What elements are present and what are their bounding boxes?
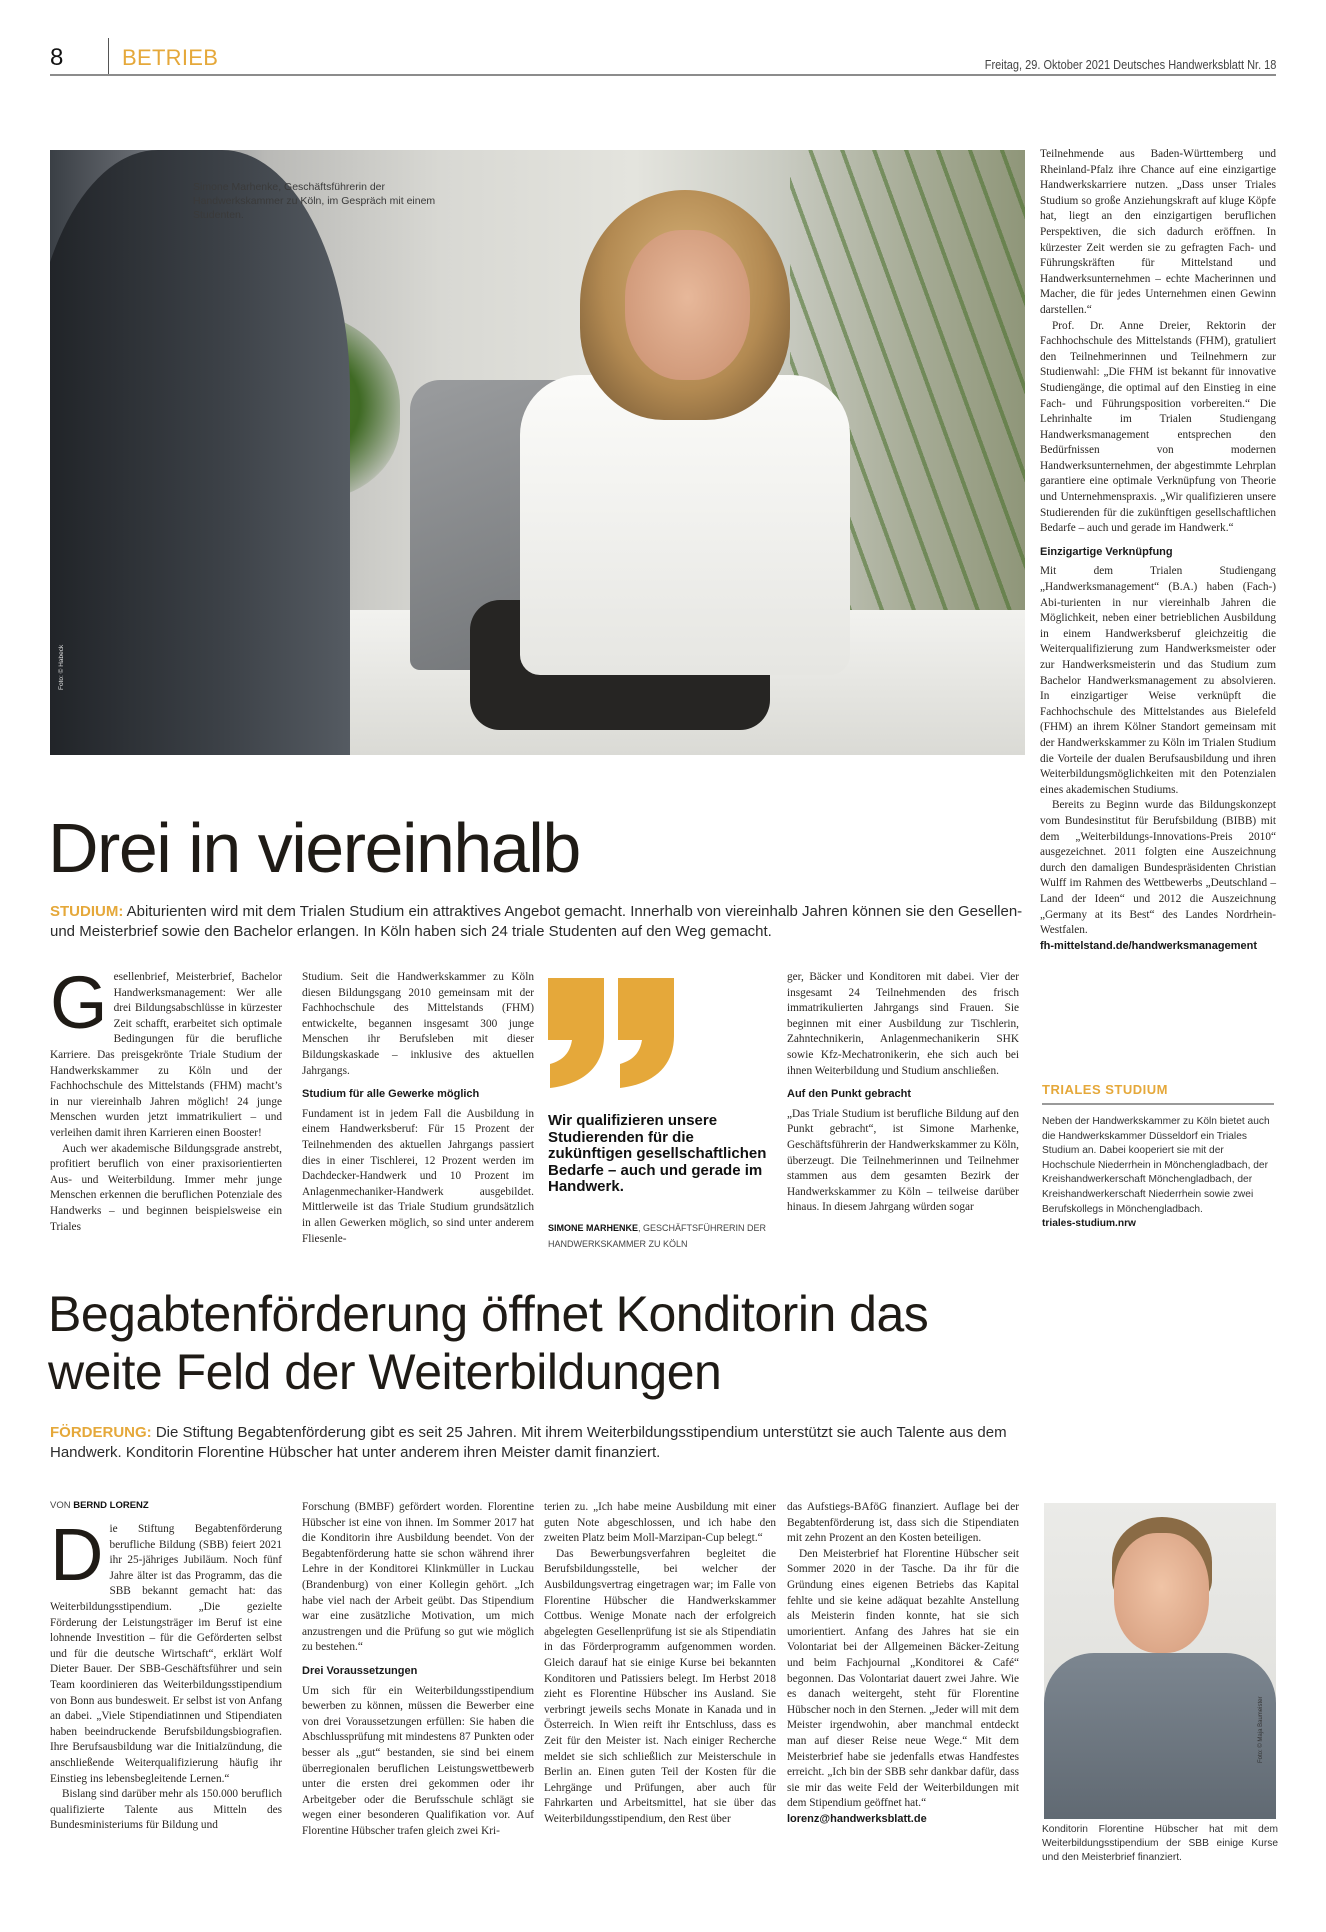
info-box-text: Neben der Handwerkskammer zu Köln bietet auch die Handwerkskammer Düsseldorf ein Triales Studium an. Dabei kooperiert sie mit der Hochschule Niederrhein in Mönchengladbach, der Kreishandwerkerschaft Mönchengladbach, der Kreishandwerkerschaft Niederrhein sowie zwei Berufskollegs in Mönchengladbach. xyxy=(1042,1116,1270,1215)
face-graphic xyxy=(1114,1533,1209,1653)
photo-credit: Foto: © Habeck xyxy=(58,644,65,690)
dropcap: G xyxy=(50,961,108,1044)
person-face-graphic xyxy=(625,230,750,380)
info-box-title: TRIALES STUDIUM xyxy=(1042,1082,1168,1097)
pull-quote: Wir qualifizieren unsere Studierenden für die zukünftigen gesellschaftlichen Bedarfe – auch und gerade im Handwerk. xyxy=(548,1112,767,1195)
header-rule xyxy=(50,74,1276,76)
standfirst-text: Die Stiftung Begabtenförderung gibt es seit 25 Jahren. Mit ihrem Weiterbildungsstipendium unterstützt sie auch Talente aus dem Handwerk. Konditorin Florentine Hübscher hat unter anderem ihren Meister damit finanziert. xyxy=(50,1424,1007,1461)
paragraph: Teilnehmende aus Baden-Württemberg und Rheinland-Pfalz ihre Chance auf eine einzigartige Handwerkskarriere nutzen. „Dass unser Triales Studium so große Anziehungskraft auf kluge Köpfe hat, liegt an den einzigartigen beruflichen Perspektiven, die sich dadurch eröffnen. In kürzester Zeit werden sie zu gefragten Fach- und Führungskräften für Mittelstand und Handwerksunternehmen – echte Macherinnen und Macher, die für jedes Unternehmen einen Gewinn darstellen.“ xyxy=(1040,148,1276,316)
standfirst-kicker: FÖRDERUNG: xyxy=(50,1424,152,1441)
byline-prefix: VON xyxy=(50,1500,74,1511)
paragraph: Studium. Seit die Handwerkskammer zu Köln diesen Bildungsgang 2010 gemeinsam mit der Fachhochschule des Mittelstands (FHM) entwickelte, begannen insgesamt 300 junge Menschen ihr Berufsleben mit dieser Bildungskaskade – inklusive des aktuellen Jahrgangs. xyxy=(302,971,534,1077)
article-standfirst xyxy=(50,902,1030,942)
chef-jacket-graphic xyxy=(1044,1653,1276,1819)
section-title: BETRIEB xyxy=(122,45,219,70)
paragraph: terien zu. „Ich habe meine Ausbildung mit einer guten Note abgeschlossen, und ich habe den zweiten Platz beim Moll-Marzipan-Cup belegt.“ xyxy=(544,1501,776,1545)
author-email-link[interactable]: lorenz@handwerksblatt.de xyxy=(787,1812,927,1825)
quote-mark-icon xyxy=(548,978,682,1088)
issue-meta: Freitag, 29. Oktober 2021 Deutsches Handwerksblatt Nr. 18 xyxy=(984,58,1276,72)
article-2-column-4 xyxy=(787,1500,1019,1827)
photo-caption: Simone Marhenke, Geschäftsführerin der Handwerkskammer zu Köln, im Gespräch mit einem Studenten. xyxy=(193,181,436,221)
article-column-4 xyxy=(787,970,1019,1216)
quote-author: SIMONE MARHENKE xyxy=(548,1223,639,1233)
paragraph: ie Stiftung Begabtenförderung berufliche Bildung (SBB) feiert 2021 ihr 25-jähriges Jubiläum. Noch fünf Jahre älter ist das Programm, das die SBB bekannt gemacht hat: das Weiterbildungsstipendium. „Die gezielte Förderung der Leistungsträger im Beruf ist eine lohnende Investition – für die Geförderten selbst und für die deutsche Wirtschaft“, erklärt Wolf Dieter Bauer. Der SBB-Geschäftsführer und sein Team koordinieren das Weiterbildungsstipendium von Bonn aus bundesweit. Er selbst ist von Anfang an dabei. „Viele Stipendiatinnen und Stipendiaten haben beeindruckende Berufsbildungsbiografien. Ihre Berufsausbildung war die Initialzündung, die anschließende Weiterqualifizierung häufig ihr Einstieg ins lebensbegleitende Lernen.“ xyxy=(50,1523,282,1785)
portrait-photo xyxy=(1044,1503,1276,1819)
standfirst-text: Abiturienten wird mit dem Trialen Studium ein attraktives Angebot gemacht. Innerhalb von viereinhalb Jahren können sie den Gesellen- und Meisterbrief sowie den Bachelor erlangen. In Köln haben sich 24 triale Studenten auf den Weg gemacht. xyxy=(50,903,1023,940)
paragraph: Mit dem Trialen Studiengang „Handwerksmanagement“ (B.A.) haben (Fach-) Abi-turienten in nur viereinhalb Jahren die Möglichkeit, neben einer betrieblichen Ausbildung in einem Handwerksberuf gleichzeitig die Weiterqualifizierung zum Handwerksmeister oder zur Handwerksmeisterin und das Studium zum Bachelor Handwerksmanagement zu absolvieren. In einzigartiger Weise verknüpft die Fachhochschule des Mittelstandes aus Bielefeld (FHM) an ihrem Kölner Standort gemeinsam mit der Handwerkskammer zu Köln im Trialen Studium die Vorteile der dualen Berufsausbildung und ihren Weiterbildungsmöglichkeiten mit den Potenzialen eines akademischen Studiums. xyxy=(1040,565,1276,796)
article-2-column-1 xyxy=(50,1513,282,1834)
paragraph: das Aufstiegs-BAföG finanziert. Auflage bei der Begabtenförderung ist, dass sich die Stipendiaten mit zehn Prozent an den Kosten beteiligen. xyxy=(787,1501,1019,1545)
paragraph: Auch wer akademische Bildungsgrade anstrebt, profitiert beruflich von einer praxisorientierten Aus- und Weiterbildung. Immer mehr junge Menschen erkennen die beruflichen Potenziale des Handwerks – und beginnen beispielsweise ein Triales xyxy=(50,1142,282,1233)
byline-author: BERND LORENZ xyxy=(73,1500,149,1511)
dropcap: D xyxy=(50,1513,104,1596)
portrait-caption: Konditorin Florentine Hübscher hat mit dem Weiterbildungsstipendium der SBB einige Kurse und den Meisterbrief finanziert. xyxy=(1042,1824,1278,1863)
paragraph: esellenbrief, Meisterbrief, Bachelor Handwerksmanagement: Wer alle drei Bildungsabschlüsse in kürzester Zeit schafft, erarbeitet sich optimale Bedingungen für die berufliche Karriere. Das preisgekrönte Triale Studium der Handwerkskammer zu Köln und der Fachhochschule des Mittelstands (FHM) macht’s in nur viereinhalb Jahren möglich! 24 junge Menschen wurden jetzt immatrikuliert – und verleihen damit ihren Karrieren einen Booster! xyxy=(50,971,282,1139)
paragraph: „Das Triale Studium ist berufliche Bildung auf den Punkt gebracht“, ist Simone Marhenke, Geschäftsführerin der Handwerkskammer zu Köln, überzeugt. Die Teilnehmerinnen und Teilnehmer stammen aus dem gesamten Bezirk der Handwerkskammer zu Köln – teilweise darüber hinaus. In diesem Jahrgang würden sogar xyxy=(787,1107,1019,1214)
paragraph: Bereits zu Beginn wurde das Bildungskonzept vom Bundesinstitut für Berufsbildung (BIBB) mit dem „Weiterbildungs-Innovations-Preis 2010“ ausgezeichnet. 2011 folgten eine Auszeichnung durch den damaligen Bundespräsidenten Christian Wulff im Rahmen des Wettbewerbs „Deutschland – Land der Ideen“ und 2012 die Auszeichnung „Germany at its Best“ des Landes Nordrhein-Westfalen. xyxy=(1040,799,1276,937)
paragraph: Um sich für ein Weiterbildungsstipendium bewerben zu können, müssen die Bewerber eine von drei Voraussetzungen erfüllen: Sie haben die Abschlussprüfung mit mindestens 87 Punkten oder besser als „gut“ bestanden, sie sind bei einem überregionalen beruflichen Leistungswettbewerb unter die ersten drei gekommen oder ihr Arbeitgeber oder die Berufsschule schlägt sie wegen einer besonderen Qualifikation vor. Auf Florentine Hübscher trafen gleich zwei Kri- xyxy=(302,1684,534,1837)
paragraph: Fundament ist in jedem Fall die Ausbildung in einem Handwerksberuf: Für 15 Prozent der Teilnehmenden des aktuellen Jahrgangs passiert dies in einer Tischlerei, 12 Prozent werden im Dachdecker-Handwerk und 10 Prozent im Anlagenmechaniker-Handwerk ausgebildet. Mittlerweile ist das Triale Studium grundsätzlich in allen Gewerken möglich, so sind unter anderem Fliesenle- xyxy=(302,1107,534,1245)
article-right-column xyxy=(1040,147,1276,954)
subheading: Einzigartige Verknüpfung xyxy=(1040,545,1173,558)
quote-author-role: , GESCHÄFTSFÜHRERIN DER HANDWERKSKAMMER ZU KÖLN xyxy=(548,1223,767,1249)
article-column-1 xyxy=(50,961,282,1235)
pull-quote-attribution xyxy=(548,1220,778,1252)
article-headline: Drei in viereinhalb xyxy=(48,809,580,887)
page-number: 8 xyxy=(50,44,64,71)
main-photo xyxy=(50,150,1025,755)
paragraph: Forschung (BMBF) gefördert worden. Florentine Hübscher ist eine von ihnen. Im Sommer 2017 hat die Konditorin ihre Ausbildung beendet. Von der Begabtenförderung hatte sie schon während ihrer Lehre in der Konditorei Klinkmüller in Luckau (Brandenburg) von einer Kollegin gehört. „Ich habe viel nach der Arbeit geübt. Das Stipendium war eine zusätzliche Motivation, um mich anzustrengen und die Prüfung so gut wie möglich zu bestehen.“ xyxy=(302,1501,534,1654)
paragraph: Den Meisterbrief hat Florentine Hübscher seit Sommer 2020 in der Tasche. Da ihr für die Gründung eines eigenen Betriebs das Kapital fehlte und sie keine adäquat bezahlte Anstellung als Meisterin finden konnte, hat sie sich umorientiert. Anfang des Jahres hat sie ein Volontariat bei der Allgemeinen Bäcker-Zeitung und beim Fachjournal „Konditorei & Café“ begonnen. Das Volontariat dauert zwei Jahre. Wie es danach weitergeht, steht für Florentine Hübscher noch in den Sternen. „Jeder will mit dem Meister irgendwohin, aber manchmal entdeckt man auf dieser Reise neue Wege.“ Mit dem Meisterbrief habe sie jedenfalls etwas Handfestes erreicht. „Ich bin der SBB sehr dankbar dafür, dass sie mir das weite Feld der Weiterbildungen mit dem Stipendium geöffnet hat.“ xyxy=(787,1547,1019,1810)
article-column-2 xyxy=(302,970,534,1247)
info-box-rule xyxy=(1042,1103,1274,1105)
subheading: Auf den Punkt gebracht xyxy=(787,1088,912,1101)
subheading: Drei Voraussetzungen xyxy=(302,1664,418,1677)
header-divider xyxy=(108,38,109,76)
paragraph: ger, Bäcker und Konditoren mit dabei. Vier der insgesamt 24 Teilnehmenden des frisch immatrikulierten Jahrgangs sind Frauen. Sie beginnen mit einer Ausbildung zur Tischlerin, Zahntechnikerin, Anlagenmechanikerin SHK sowie Kfz-Mechatronikerin, ehe sich auch bei ihnen Weiterbildung und Studium anschließen. xyxy=(787,971,1019,1077)
info-box-link[interactable]: triales-studium.nrw xyxy=(1042,1218,1136,1230)
article-2-headline: Begabtenförderung öffnet Konditorin das weite Feld der Weiterbildungen xyxy=(48,1286,929,1400)
standfirst-kicker: STUDIUM: xyxy=(50,903,124,920)
article-2-standfirst xyxy=(50,1423,1030,1463)
info-box-body xyxy=(1042,1115,1278,1232)
paragraph: Prof. Dr. Anne Dreier, Rektorin der Fachhochschule des Mittelstands (FHM), gratuliert den Teilnehmerinnen und Teilnehmern zur Studienwahl: „Die FHM ist bekannt für innovative Studiengänge, die optimal auf den Einstieg in eine Fach- und Führungsposition vorbereiten.“ Die Lehrinhalte im Trialen Studiengang Handwerksmanagement entsprechen den Bedürfnissen von modernen Handwerksunternehmen, der abgestimmte Lehrplan garantiere eine optimale Verknüpfung von Theorie und Unternehmenspraxis. „Wir qualifizieren unsere Studierenden für die zukünftigen gesellschaftlichen Bedarfe – auch und gerade im Handwerk.“ xyxy=(1040,319,1276,535)
portrait-credit: Foto: © Maja Baumeister xyxy=(1258,1696,1264,1763)
article-2-column-2 xyxy=(302,1500,534,1839)
article-link[interactable]: fh-mittelstand.de/handwerksmanagement xyxy=(1040,939,1257,952)
byline xyxy=(50,1500,149,1511)
article-2-column-3 xyxy=(544,1500,776,1827)
paragraph: Bislang sind darüber mehr als 150.000 beruflich qualifizierte Talente aus Mitteln des Bundesministeriums für Bildung und xyxy=(50,1788,282,1832)
student-silhouette-graphic xyxy=(50,150,350,755)
paragraph: Das Bewerbungsverfahren begleitet die Berufsbildungsstelle, bei welcher der Ausbildungsvertrag eingetragen war; im Falle von Florentine Hübscher die Handwerkskammer Cottbus. Wenige Monate nach der erfolgreich abgelegten Gesellenprüfung ist sie als Stipendiatin in das Förderprogramm aufgenommen worden. Gleich darauf hat sie einige Kurse bei bekannten Konditoren und Patissiers belegt. Im Herbst 2018 zieht es Florentine Hübscher ins Ausland. Sie verbringt jeweils sechs Monate in Kanada und in Österreich. In Wien reift ihr Entschluss, dass es Zeit für den Meister ist. Nach einiger Recherche meldet sie sich schließlich zur Meisterschule in Berlin an. Einen guten Teil der Kosten für die Lehrgänge und Prüfungen, aber auch für Fahrkarten und Arbeitsmittel, hat sie über das Weiterbildungsstipendium, den Rest über xyxy=(544,1547,776,1825)
subheading: Studium für alle Gewerke möglich xyxy=(302,1088,480,1101)
person-body-graphic xyxy=(520,375,850,675)
